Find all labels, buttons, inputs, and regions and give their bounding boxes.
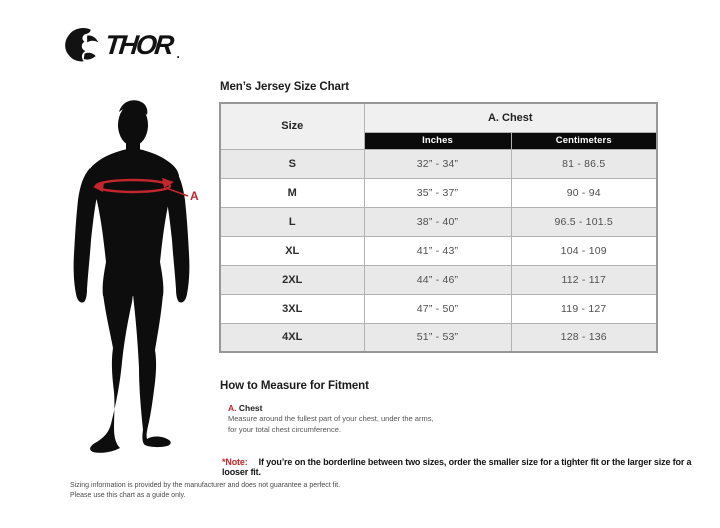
thor-logo-trademark-dot: . (176, 47, 180, 61)
cm-cell: 96.5 - 101.5 (511, 207, 657, 236)
table-row-m (220, 178, 657, 207)
measure-item-label (228, 403, 263, 413)
cm-cell: 90 - 94 (511, 178, 657, 207)
column-header-centimeters: Centimeters (511, 132, 657, 149)
sizing-note (222, 457, 694, 477)
cm-cell: 104 - 109 (511, 236, 657, 265)
size-chart-table (219, 102, 658, 353)
size-cell: 4XL (220, 323, 364, 352)
column-header-chest-group: A. Chest (364, 103, 657, 132)
measure-item-letter: A. (228, 403, 237, 413)
thor-logo (64, 27, 180, 63)
inches-cell: 47” - 50” (364, 294, 511, 323)
size-chart-title: Men’s Jersey Size Chart (220, 81, 349, 93)
inches-cell: 35” - 37” (364, 178, 511, 207)
inches-cell: 38” - 40” (364, 207, 511, 236)
chest-label-a: A (190, 189, 199, 203)
cm-cell: 119 - 127 (511, 294, 657, 323)
column-header-inches: Inches (364, 132, 511, 149)
table-row-xl (220, 236, 657, 265)
table-row-2xl (220, 265, 657, 294)
thor-logo-text: THOR (103, 29, 174, 60)
disclaimer-line-2: Please use this chart as a guide only. (70, 491, 186, 499)
note-text: If you’re on the borderline between two sizes, order the smaller size for a tighter fit or the larger size for a looser fit. (222, 457, 692, 477)
size-cell: S (220, 149, 364, 178)
measure-item-name: Chest (238, 403, 263, 413)
thor-helmet-icon (64, 27, 100, 63)
note-label: *Note: (222, 457, 248, 467)
size-cell: 3XL (220, 294, 364, 323)
body-silhouette (56, 98, 226, 460)
cm-cell: 81 - 86.5 (511, 149, 657, 178)
table-row-4xl (220, 323, 657, 352)
table-row-s (220, 149, 657, 178)
size-cell: M (220, 178, 364, 207)
measure-item-description: Measure around the fullest part of your chest, under the arms, for your total chest circumference. (228, 414, 434, 434)
table-row-3xl (220, 294, 657, 323)
inches-cell: 51” - 53” (364, 323, 511, 352)
measure-heading: How to Measure for Fitment (220, 380, 369, 392)
footer-disclaimer (70, 481, 340, 501)
size-cell: 2XL (220, 265, 364, 294)
figure-illustration (56, 98, 226, 460)
table-row-l (220, 207, 657, 236)
size-cell: XL (220, 236, 364, 265)
cm-cell: 128 - 136 (511, 323, 657, 352)
disclaimer-line-1: Sizing information is provided by the manufacturer and does not guarantee a perfect fit. (70, 482, 341, 489)
column-header-size: Size (220, 103, 364, 149)
inches-cell: 32” - 34” (364, 149, 511, 178)
inches-cell: 44” - 46” (364, 265, 511, 294)
inches-cell: 41” - 43” (364, 236, 511, 265)
size-cell: L (220, 207, 364, 236)
cm-cell: 112 - 117 (511, 265, 657, 294)
